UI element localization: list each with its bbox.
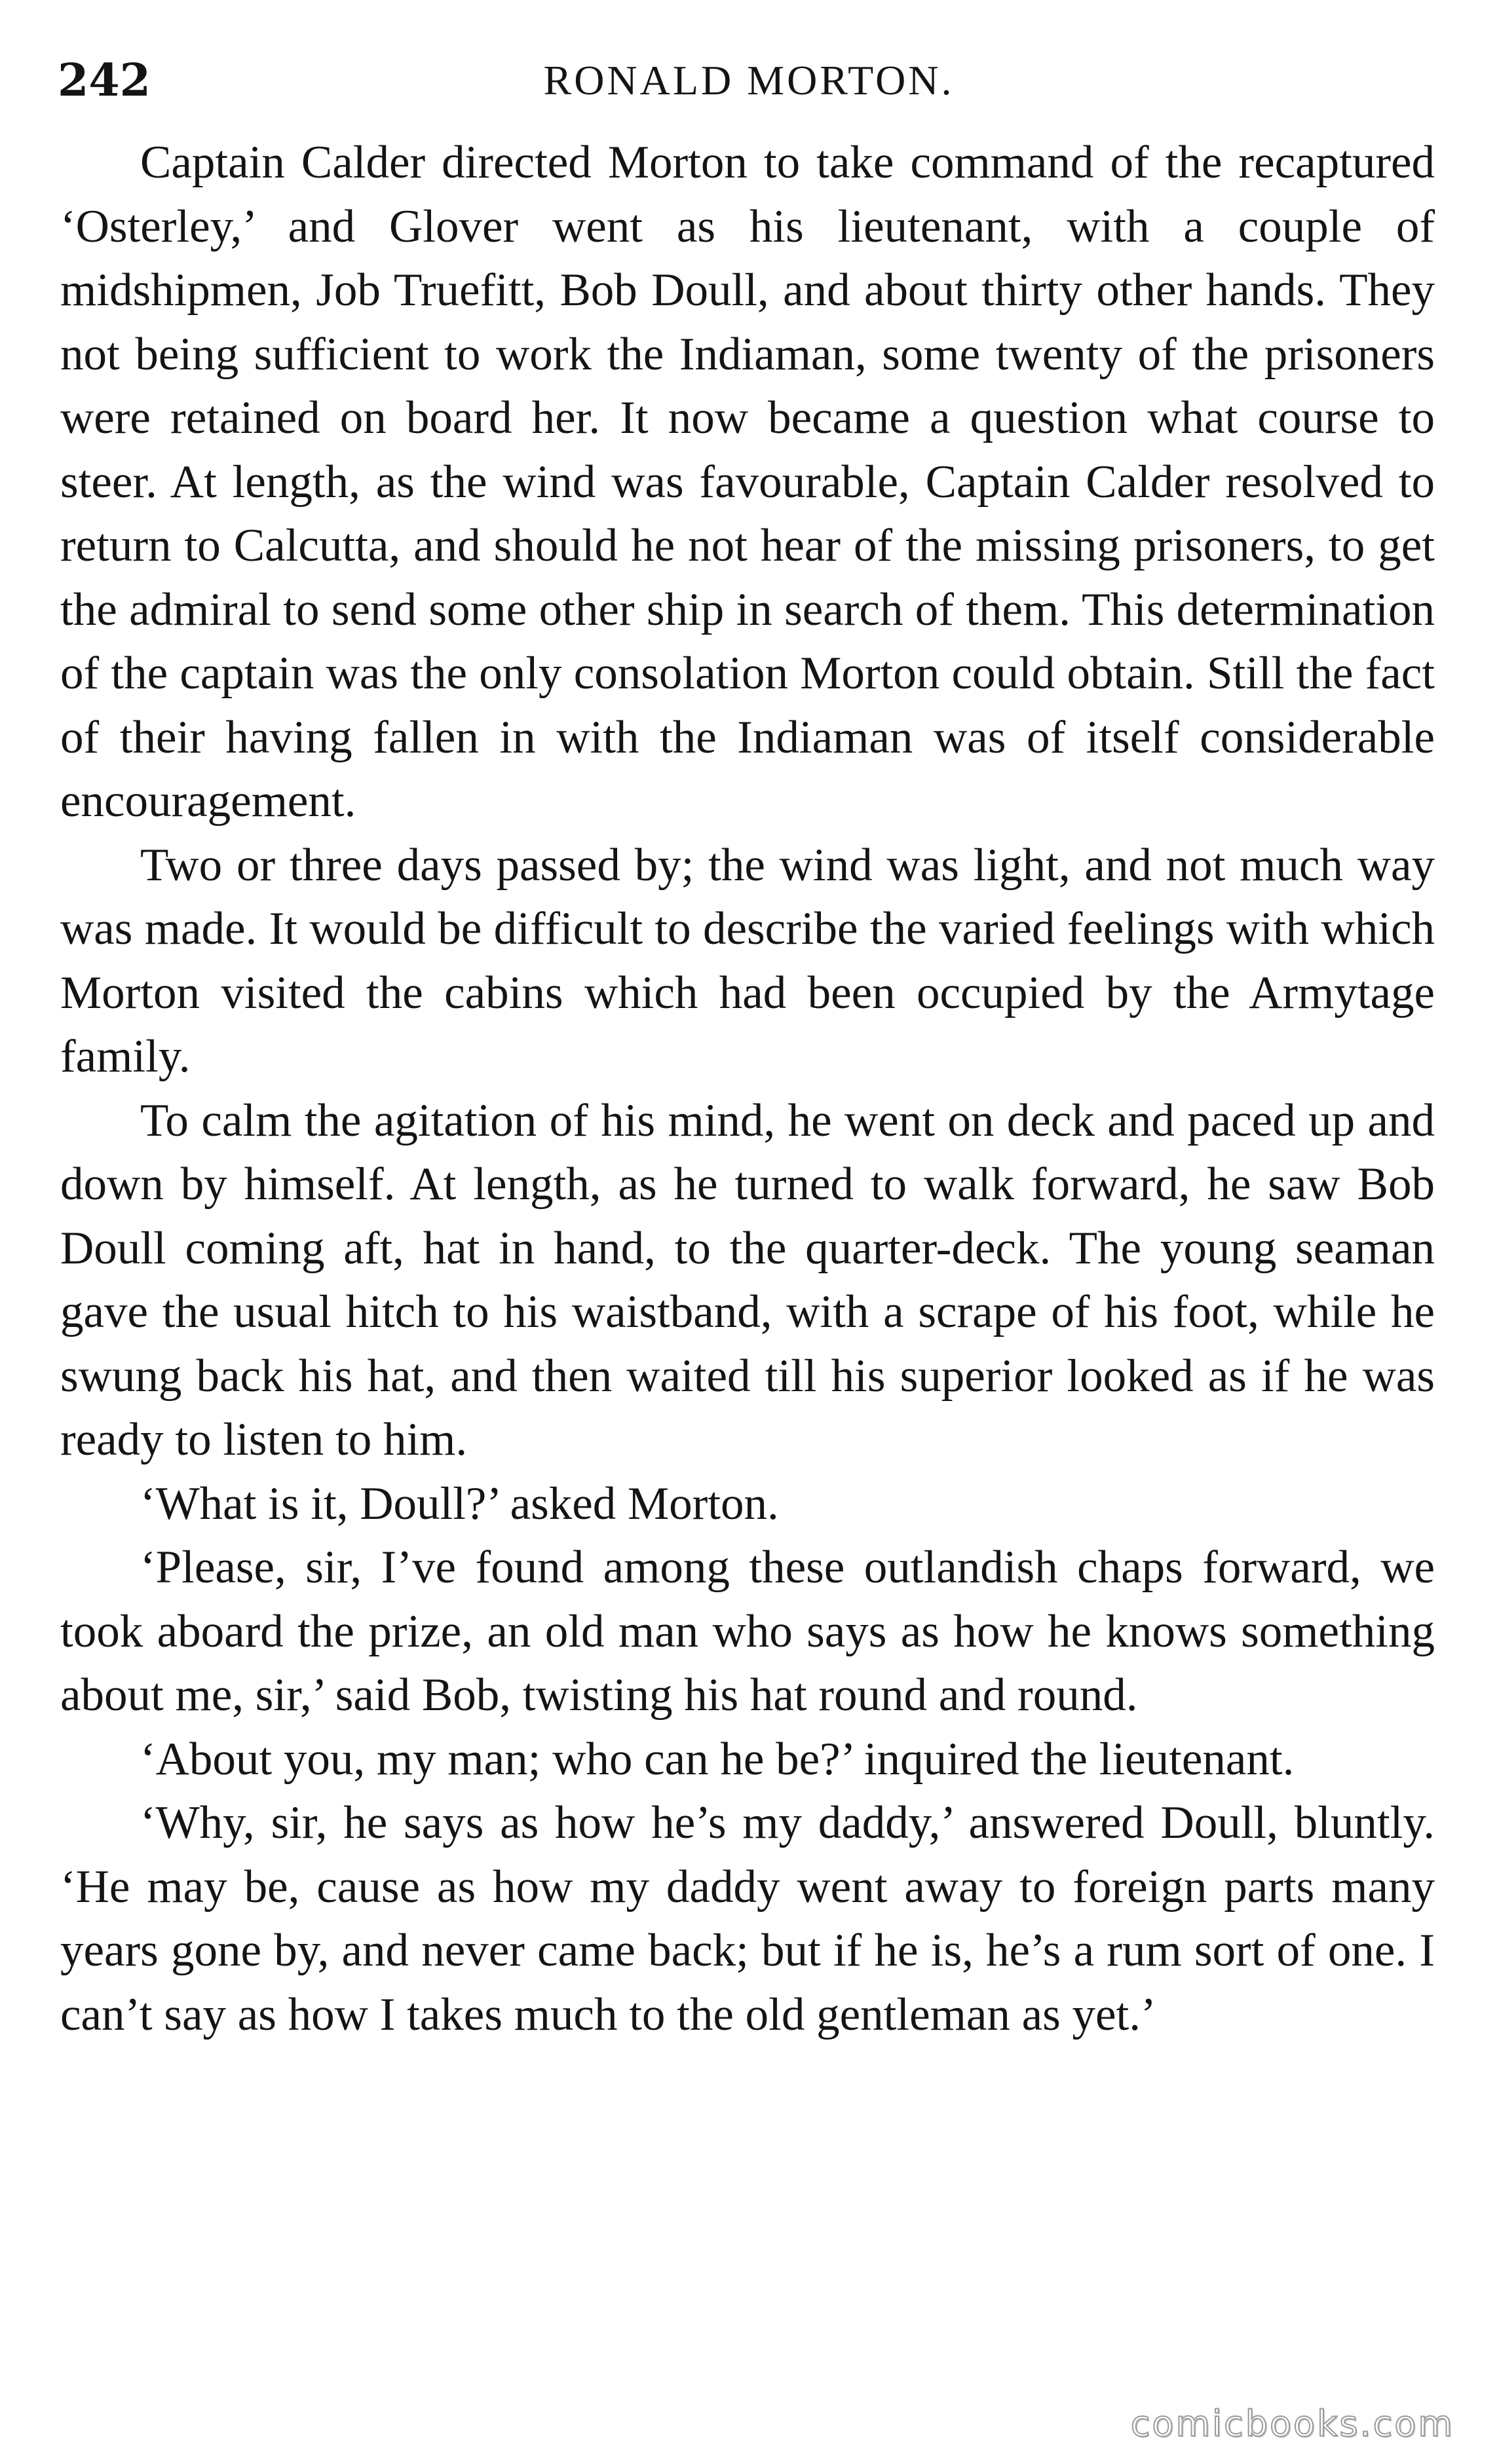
body-text — [60, 131, 1435, 2047]
paragraph: Two or three days passed by; the wind was light, and not much way was made. It would be difficult to describe the varied feelings with which Morton visited the cabins which had been occupied by the Armytage family. — [60, 839, 1435, 1082]
paragraph: ‘About you, my man; who can he be?’ inquired the lieutenant. — [140, 1733, 1295, 1785]
paragraph: Captain Calder directed Morton to take command of the recaptured ‘Osterley,’ and Glover went as his lieutenant, with a couple of midshipmen, Job Truefitt, Bob Doull, and about thirty other hands. They not being sufficient to work the Indiaman, some twenty of the prisoners were retained on board her. It now became a question what course to steer. At length, as the wind was favourable, Captain Calder resolved to return to Calcutta, and should he not hear of the missing prisoners, to get the admiral to send some other ship in search of them. This determination of the captain was the only consolation Morton could obtain. Still the fact of their having fallen in with the Indiaman was of itself considerable encouragement. — [60, 137, 1435, 827]
page-number: 242 — [58, 54, 151, 107]
running-title: RONALD MORTON. — [543, 57, 955, 103]
paragraph: ‘What is it, Doull?’ asked Morton. — [140, 1478, 779, 1529]
paragraph: To calm the agitation of his mind, he went on deck and paced up and down by himself. At length, as he turned to walk forward, he saw Bob Doull coming aft, hat in hand, to the quarter-deck. The young seaman gave the usual hitch to his waistband, with a scrape of his foot, while he swung back his hat, and then waited till his superior looked as if he was ready to listen to him. — [60, 1094, 1435, 1465]
paragraph: ‘Why, sir, he says as how he’s my daddy,’ answered Doull, bluntly. ‘He may be, cause as how my daddy went away to foreign parts many years gone by, and never came back; but if he is, he’s a rum sort of one. I can’t say as how I takes much to the old gentleman as yet.’ — [60, 1797, 1435, 2040]
watermark: comicbooks.com — [1130, 2403, 1454, 2444]
page-header — [58, 51, 1440, 110]
paragraph: ‘Please, sir, I’ve found among these outlandish chaps forward, we took aboard the prize, an old man who says as how he knows something about me, sir,’ said Bob, twisting his hat round and round. — [60, 1542, 1435, 1721]
